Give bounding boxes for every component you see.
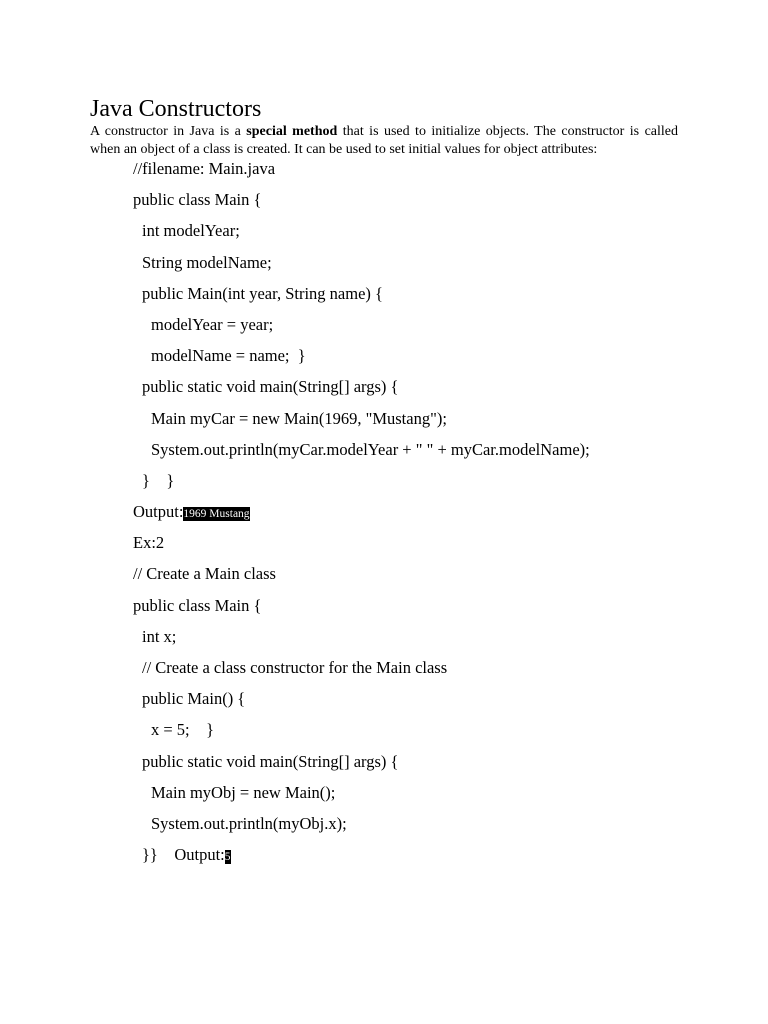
code-line: modelName = name; } xyxy=(151,346,306,366)
code-line: int x; xyxy=(142,626,177,646)
code-line: public Main(int year, String name) { xyxy=(142,283,383,303)
code-line: String modelName; xyxy=(142,252,272,272)
code-line: // Create a class constructor for the Main class xyxy=(142,658,448,677)
code-line: } } xyxy=(142,470,175,490)
code-block xyxy=(133,156,733,873)
code-line: public static void main(String[] args) { xyxy=(142,751,399,771)
intro-paragraph xyxy=(90,123,678,159)
code-line: //filename: Main.java xyxy=(133,159,276,178)
output-line xyxy=(133,499,733,530)
code-line: x = 5; } xyxy=(151,720,215,740)
code-line: public static void main(String[] args) { xyxy=(142,377,399,397)
code-line: public class Main { xyxy=(133,190,262,210)
code-line: Main myObj = new Main(); xyxy=(151,782,336,802)
example-heading: Ex:2 xyxy=(133,533,165,553)
code-line: int modelYear; xyxy=(142,221,240,241)
code-line: Main myCar = new Main(1969, "Mustang"); xyxy=(151,408,447,428)
intro-text-before: A constructor in Java is a xyxy=(90,124,247,139)
code-line: System.out.println(myObj.x); xyxy=(151,813,347,833)
output-label: Output: xyxy=(174,845,225,865)
page-title: Java Constructors xyxy=(90,96,262,122)
code-line: System.out.println(myCar.modelYear + " " + myCar.modelName); xyxy=(151,439,590,459)
intro-bold-term: special method xyxy=(246,124,338,139)
code-line: public class Main { xyxy=(133,595,262,615)
output-value-highlight: 1969 Mustang xyxy=(183,508,250,521)
code-closing-braces: }} xyxy=(142,845,175,865)
code-line: public Main() { xyxy=(142,689,246,709)
output-label: Output: xyxy=(133,502,184,522)
code-line: modelYear = year; xyxy=(151,314,274,334)
output-value-highlight: 5 xyxy=(224,851,231,864)
output-line xyxy=(133,842,733,873)
code-line: // Create a Main class xyxy=(133,564,276,584)
intro-text-after: that is used to initialize objects. The constructor is called when an object of a class is created. It can be used to set initial values for object attributes: xyxy=(90,124,678,157)
